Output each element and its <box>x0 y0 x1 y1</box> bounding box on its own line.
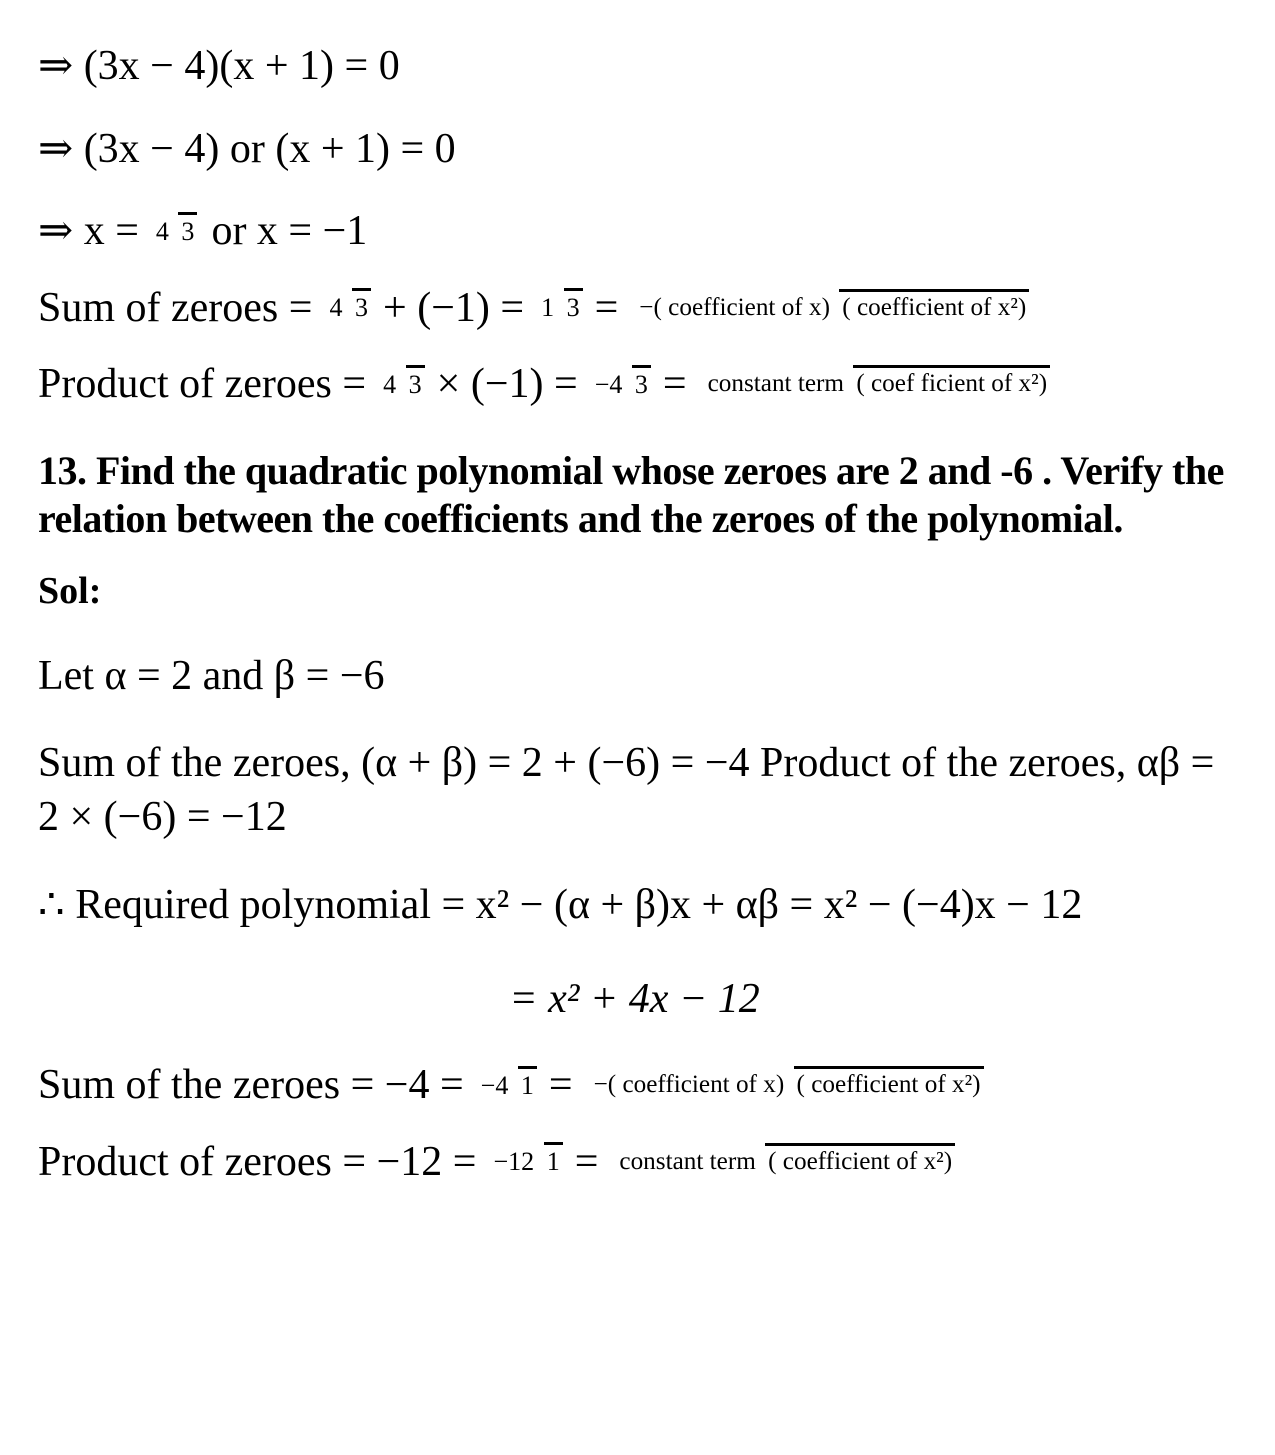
fraction-numerator: constant term <box>707 370 845 398</box>
fraction-numerator: constant term <box>619 1147 756 1175</box>
sum-of-zeroes-equation-2 <box>38 1059 1231 1112</box>
equals-sign: = <box>548 1062 573 1109</box>
coefficient-ratio-fraction <box>636 294 1029 322</box>
sum-middle-term: + (−1) = <box>383 284 525 331</box>
equals-sign: = <box>662 361 687 407</box>
fraction-denominator: ( coefficient of x²) <box>839 289 1029 321</box>
product-middle-term: × (−1) = <box>436 361 578 407</box>
let-alpha-beta-line: Let α = 2 and β = −6 <box>38 652 385 699</box>
product-label: Product of zeroes = <box>38 361 367 407</box>
fraction-minus-twelve-over-one <box>490 1147 562 1176</box>
product-verification-label: Product of zeroes = −12 = <box>38 1138 477 1185</box>
fraction-numerator: 4 <box>383 369 397 399</box>
result-polynomial-equation: = x² + 4x − 12 <box>509 975 760 1022</box>
fraction-one-third <box>538 293 583 322</box>
roots-suffix: or x = −1 <box>211 208 368 254</box>
fraction-numerator: 4 <box>155 216 169 246</box>
sum-verification-label: Sum of the zeroes = −4 = <box>38 1062 464 1109</box>
fraction-numerator: 1 <box>541 293 555 323</box>
equation-factors-or: ⇒ (3x − 4) or (x + 1) = 0 <box>38 125 456 172</box>
sum-of-zeroes-equation-1 <box>38 282 1231 335</box>
fraction-numerator: 4 <box>329 293 343 323</box>
fraction-denominator: 1 <box>518 1066 537 1100</box>
fraction-numerator: −( coefficient of x) <box>593 1071 785 1099</box>
constant-term-ratio-fraction <box>705 370 1050 398</box>
fraction-numerator: −4 <box>480 1070 509 1100</box>
sum-product-values-paragraph: Sum of the zeroes, (α + β) = 2 + (−6) = −4 Product of the zeroes, αβ = 2 × (−6) = −12 <box>38 740 1215 841</box>
fraction-numerator: −4 <box>594 369 623 399</box>
product-of-zeroes-equation-2 <box>38 1136 1231 1189</box>
fraction-denominator: 3 <box>564 288 583 322</box>
equals-sign: = <box>594 284 619 331</box>
fraction-numerator: −12 <box>493 1147 535 1177</box>
fraction-minus-four-over-one <box>478 1071 537 1100</box>
fraction-denominator: 3 <box>178 212 197 246</box>
fraction-denominator: ( coefficient of x²) <box>765 1143 955 1175</box>
sum-label: Sum of zeroes = <box>38 284 313 331</box>
fraction-denominator: 3 <box>352 288 371 322</box>
equation-factored: ⇒ (3x − 4)(x + 1) = 0 <box>38 43 400 89</box>
fraction-denominator: 3 <box>632 365 651 399</box>
fraction-four-thirds <box>153 217 198 246</box>
equals-sign: = <box>574 1138 599 1185</box>
equation-roots <box>38 205 1231 258</box>
fraction-denominator: 3 <box>406 365 425 399</box>
product-of-zeroes-equation-1 <box>38 358 1231 411</box>
fraction-numerator: −( coefficient of x) <box>639 293 830 321</box>
fraction-four-thirds <box>380 370 425 399</box>
coefficient-ratio-fraction <box>591 1071 984 1099</box>
constant-term-ratio-fraction <box>616 1148 955 1176</box>
question-13-text: 13. Find the quadratic polynomial whose zeroes are 2 and -6 . Verify the relation between the coefficients and the zeroes of the polynomial. <box>38 447 1224 542</box>
fraction-denominator: ( coef ficient of x²) <box>853 365 1050 397</box>
fraction-denominator: ( coefficient of x²) <box>794 1066 984 1098</box>
fraction-minus-four-thirds <box>592 370 651 399</box>
required-polynomial-paragraph: ∴ Required polynomial = x² − (α + β)x + αβ = x² − (−4)x − 12 <box>38 881 1083 928</box>
fraction-denominator: 1 <box>544 1142 563 1176</box>
solution-label: Sol: <box>38 570 102 613</box>
fraction-four-thirds <box>326 293 371 322</box>
roots-prefix: ⇒ x = <box>38 208 139 254</box>
